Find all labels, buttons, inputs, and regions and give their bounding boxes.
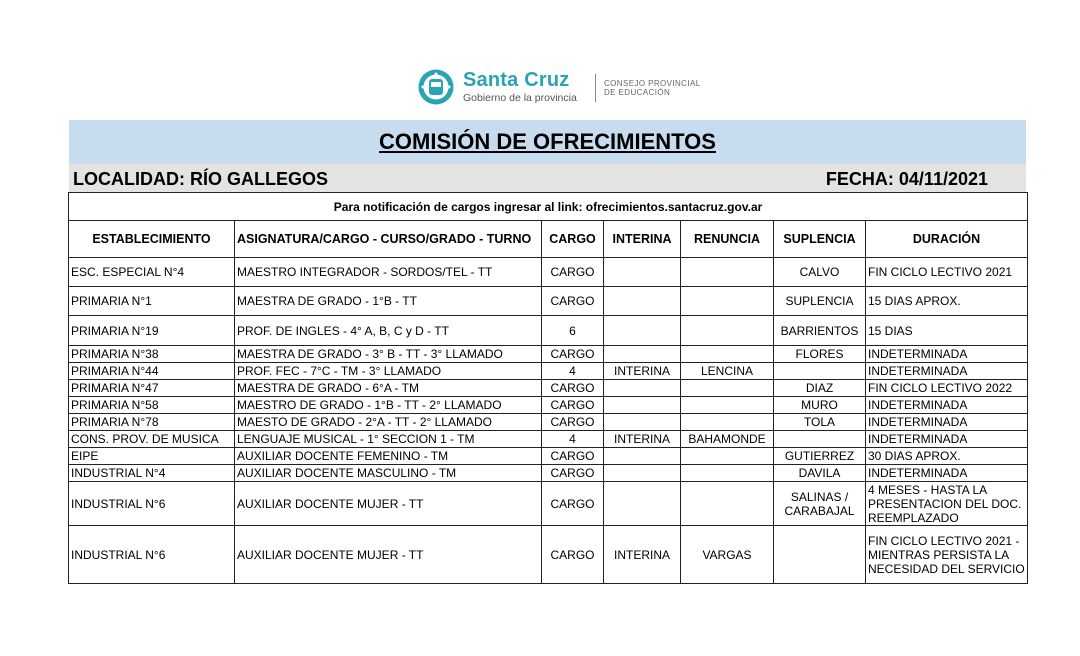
cell-duracion: INDETERMINADA (866, 363, 1028, 380)
cell-establecimiento: PRIMARIA N°1 (69, 287, 235, 316)
cell-establecimiento: PRIMARIA N°47 (69, 380, 235, 397)
cell-asignatura: MAESTRO DE GRADO - 1°B - TT - 2° LLAMADO (235, 397, 542, 414)
cell-interina (604, 482, 681, 526)
cell-duracion: INDETERMINADA (866, 346, 1028, 363)
cell-asignatura: AUXILIAR DOCENTE MASCULINO - TM (235, 465, 542, 482)
cell-renuncia (681, 397, 774, 414)
cell-cargo: 4 (542, 431, 604, 448)
cell-asignatura: MAESTRA DE GRADO - 3° B - TT - 3° LLAMADO (235, 346, 542, 363)
cell-suplencia: MURO (774, 397, 866, 414)
cell-establecimiento: PRIMARIA N°19 (69, 316, 235, 346)
cell-interina (604, 380, 681, 397)
cell-cargo: 6 (542, 316, 604, 346)
table-row (69, 346, 1028, 363)
cell-duracion: FIN CICLO LECTIVO 2022 (866, 380, 1028, 397)
cell-establecimiento: PRIMARIA N°78 (69, 414, 235, 431)
cell-cargo: CARGO (542, 397, 604, 414)
cell-interina (604, 258, 681, 287)
table-row (69, 363, 1028, 380)
cell-renuncia (681, 482, 774, 526)
cell-cargo: CARGO (542, 346, 604, 363)
logo-name: Santa Cruz (463, 69, 570, 91)
column-header: CARGO (542, 221, 604, 258)
cell-establecimiento: PRIMARIA N°58 (69, 397, 235, 414)
cell-cargo: CARGO (542, 526, 604, 584)
cell-interina (604, 346, 681, 363)
cell-renuncia (681, 448, 774, 465)
cell-asignatura: AUXILIAR DOCENTE FEMENINO - TM (235, 448, 542, 465)
table-row (69, 258, 1028, 287)
cell-interina (604, 287, 681, 316)
cell-establecimiento: PRIMARIA N°44 (69, 363, 235, 380)
cell-duracion: FIN CICLO LECTIVO 2021 - MIENTRAS PERSISTA LA NECESIDAD DEL SERVICIO (866, 526, 1028, 584)
cell-cargo: CARGO (542, 287, 604, 316)
cell-duracion: 30 DIAS APROX. (866, 448, 1028, 465)
cell-establecimiento: PRIMARIA N°38 (69, 346, 235, 363)
provincial-emblem-icon (417, 68, 455, 106)
table-row (69, 380, 1028, 397)
cell-suplencia: SALINAS / CARABAJAL (774, 482, 866, 526)
cell-suplencia: DAVILA (774, 465, 866, 482)
cell-suplencia: GUTIERREZ (774, 448, 866, 465)
cell-asignatura: AUXILIAR DOCENTE MUJER - TT (235, 526, 542, 584)
cell-interina (604, 465, 681, 482)
notice-text: Para notificación de cargos ingresar al link: ofrecimientos.santacruz.gov.ar (69, 193, 1028, 221)
offers-table (68, 192, 1028, 584)
cell-suplencia (774, 363, 866, 380)
cell-interina (604, 414, 681, 431)
cell-renuncia (681, 287, 774, 316)
cell-duracion: 15 DIAS (866, 316, 1028, 346)
santa-cruz-logo (417, 66, 717, 110)
cell-interina: INTERINA (604, 526, 681, 584)
column-header: ESTABLECIMIENTO (69, 221, 235, 258)
cell-duracion: INDETERMINADA (866, 431, 1028, 448)
table-row (69, 448, 1028, 465)
cell-establecimiento: EIPE (69, 448, 235, 465)
column-header: ASIGNATURA/CARGO - CURSO/GRADO - TURNO (235, 221, 542, 258)
cell-suplencia: SUPLENCIA (774, 287, 866, 316)
column-header: RENUNCIA (681, 221, 774, 258)
page-title: COMISIÓN DE OFRECIMIENTOS (379, 129, 716, 154)
location-band (69, 164, 1026, 192)
cell-asignatura: AUXILIAR DOCENTE MUJER - TT (235, 482, 542, 526)
cell-suplencia (774, 526, 866, 584)
cell-cargo: CARGO (542, 465, 604, 482)
cell-duracion: INDETERMINADA (866, 465, 1028, 482)
cell-cargo: CARGO (542, 258, 604, 287)
cell-asignatura: MAESTRA DE GRADO - 6°A - TM (235, 380, 542, 397)
cell-renuncia (681, 316, 774, 346)
cell-renuncia (681, 258, 774, 287)
table-row (69, 431, 1028, 448)
cell-renuncia (681, 465, 774, 482)
cell-duracion: FIN CICLO LECTIVO 2021 (866, 258, 1028, 287)
cell-suplencia (774, 431, 866, 448)
cell-suplencia: FLORES (774, 346, 866, 363)
table-row (69, 526, 1028, 584)
notice-row (69, 193, 1028, 221)
cell-establecimiento: INDUSTRIAL N°6 (69, 526, 235, 584)
table-row (69, 316, 1028, 346)
cell-duracion: INDETERMINADA (866, 414, 1028, 431)
council-line-2: DE EDUCACIÓN (604, 88, 671, 97)
cell-suplencia: DIAZ (774, 380, 866, 397)
cell-asignatura: PROF. FEC - 7°C - TM - 3° LLAMADO (235, 363, 542, 380)
cell-duracion: 4 MESES - HASTA LA PRESENTACION DEL DOC. REEMPLAZADO (866, 482, 1028, 526)
cell-renuncia (681, 346, 774, 363)
logo-divider (595, 74, 596, 102)
cell-suplencia: BARRIENTOS (774, 316, 866, 346)
cell-establecimiento: INDUSTRIAL N°6 (69, 482, 235, 526)
column-header: DURACIÓN (866, 221, 1028, 258)
table-row (69, 397, 1028, 414)
fecha-label: FECHA: 04/11/2021 (825, 169, 988, 189)
cell-interina (604, 316, 681, 346)
cell-duracion: 15 DIAS APROX. (866, 287, 1028, 316)
cell-renuncia (681, 380, 774, 397)
cell-cargo: 4 (542, 363, 604, 380)
cell-asignatura: MAESTO DE GRADO - 2°A - TT - 2° LLAMADO (235, 414, 542, 431)
cell-renuncia: LENCINA (681, 363, 774, 380)
cell-renuncia: VARGAS (681, 526, 774, 584)
cell-suplencia: TOLA (774, 414, 866, 431)
table-row (69, 287, 1028, 316)
cell-asignatura: LENGUAJE MUSICAL - 1° SECCION 1 - TM (235, 431, 542, 448)
cell-interina: INTERINA (604, 431, 681, 448)
cell-interina: INTERINA (604, 363, 681, 380)
column-header: SUPLENCIA (774, 221, 866, 258)
cell-cargo: CARGO (542, 448, 604, 465)
cell-asignatura: MAESTRA DE GRADO - 1°B - TT (235, 287, 542, 316)
cell-establecimiento: INDUSTRIAL N°4 (69, 465, 235, 482)
cell-suplencia: CALVO (774, 258, 866, 287)
cell-asignatura: MAESTRO INTEGRADOR - SORDOS/TEL - TT (235, 258, 542, 287)
council-line-1: CONSEJO PROVINCIAL (604, 79, 701, 88)
cell-cargo: CARGO (542, 414, 604, 431)
column-header: INTERINA (604, 221, 681, 258)
cell-interina (604, 448, 681, 465)
cell-interina (604, 397, 681, 414)
localidad-label: LOCALIDAD: RÍO GALLEGOS (73, 169, 328, 189)
cell-asignatura: PROF. DE INGLES - 4° A, B, C y D - TT (235, 316, 542, 346)
cell-establecimiento: CONS. PROV. DE MUSICA (69, 431, 235, 448)
cell-cargo: CARGO (542, 482, 604, 526)
table-row (69, 482, 1028, 526)
table-header-row (69, 221, 1028, 258)
table-row (69, 414, 1028, 431)
title-band (69, 120, 1026, 164)
cell-renuncia: BAHAMONDE (681, 431, 774, 448)
cell-duracion: INDETERMINADA (866, 397, 1028, 414)
cell-cargo: CARGO (542, 380, 604, 397)
cell-establecimiento: ESC. ESPECIAL N°4 (69, 258, 235, 287)
council-label (604, 79, 701, 97)
table-row (69, 465, 1028, 482)
logo-subtitle: Gobierno de la provincia (463, 92, 577, 104)
cell-renuncia (681, 414, 774, 431)
